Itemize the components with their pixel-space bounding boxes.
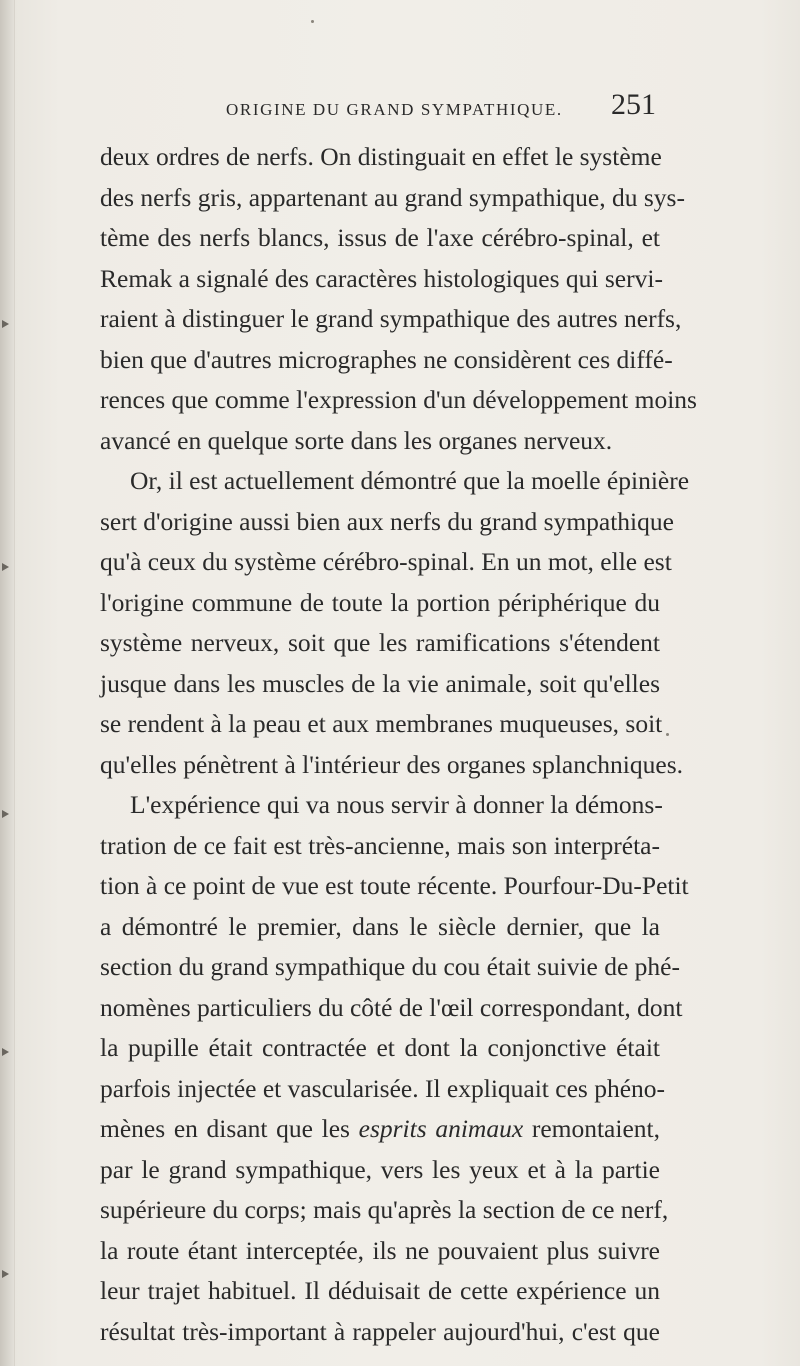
text-line: raient à distinguer le grand sympathique des autres nerfs, — [100, 304, 682, 333]
text-line: jusque dans les muscles de la vie animale, soit qu'elles — [100, 668, 660, 698]
text-line: avancé en quelque sorte dans les organes nerveux. — [100, 425, 613, 455]
text-line: résultat très-important à rappeler aujourd'hui, c'est que — [100, 1316, 660, 1346]
text-line: tème des nerfs blancs, issus de l'axe cérébro-spinal, et — [100, 223, 660, 252]
paragraph-first-line: Or, il est actuellement démontré que la moelle épinière — [130, 466, 690, 495]
paragraph-first-line: L'expérience qui va nous servir à donner la démons- — [130, 790, 663, 819]
text-line: qu'elles pénètrent à l'intérieur des organes splanchniques. — [100, 749, 683, 779]
text-fragment: mènes en disant que les — [100, 1114, 359, 1143]
text-line: qu'à ceux du système cérébro-spinal. En un mot, elle est — [100, 547, 672, 576]
margin-mark — [2, 1048, 9, 1056]
text-line: se rendent à la peau et aux membranes muqueuses, soit — [100, 709, 663, 738]
text-line: supérieure du corps; mais qu'après la section de ce nerf, — [100, 1195, 669, 1224]
running-title: ORIGINE DU GRAND SYMPATHIQUE. — [226, 100, 563, 119]
margin-mark — [2, 320, 9, 328]
text-line: tion à ce point de vue est toute récente. Pourfour-Du-Petit — [100, 871, 689, 900]
text-line: sert d'origine aussi bien aux nerfs du grand sympathique — [100, 506, 674, 536]
text-line: bien que d'autres micrographes ne considèrent ces diffé- — [100, 344, 673, 374]
margin-mark — [2, 810, 9, 818]
text-line: par le grand sympathique, vers les yeux et à la partie — [100, 1154, 660, 1184]
margin-mark — [2, 1270, 9, 1278]
text-line: l'origine commune de toute la portion périphérique du — [100, 587, 660, 617]
body-text — [100, 137, 697, 1352]
text-line: système nerveux, soit que les ramifications s'étendent — [100, 628, 660, 657]
running-head — [100, 86, 660, 126]
page-gutter-shadow — [0, 0, 15, 1366]
text-line: deux ordres de nerfs. On distinguait en effet le système — [100, 142, 662, 171]
text-line: leur trajet habituel. Il déduisait de cette expérience un — [100, 1276, 660, 1305]
text-line: des nerfs gris, appartenant au grand sympathique, du sys- — [100, 182, 685, 212]
text-line: section du grand sympathique du cou était suivie de phé- — [100, 952, 680, 981]
margin-mark — [2, 563, 9, 571]
text-line: a démontré le premier, dans le siècle dernier, que la — [100, 911, 660, 941]
paper-speck — [311, 20, 314, 23]
italic-phrase: esprits animaux — [358, 1114, 524, 1143]
text-line-with-italic — [100, 1109, 660, 1150]
text-line: parfois injectée et vascularisée. Il expliquait ces phéno- — [100, 1073, 666, 1103]
paper-speck — [666, 733, 669, 736]
text-line: Remak a signalé des caractères histologiques qui servi- — [100, 263, 663, 293]
page-number: 251 — [611, 88, 656, 121]
text-fragment: remontaient, — [523, 1114, 660, 1143]
text-line: la pupille était contractée et dont la conjonctive était — [100, 1033, 660, 1062]
text-line: tration de ce fait est très-ancienne, mais son interpréta- — [100, 830, 660, 860]
text-line: nomènes particuliers du côté de l'œil correspondant, dont — [100, 992, 683, 1022]
text-line: rences que comme l'expression d'un développement moins — [100, 385, 697, 414]
text-line: la route étant interceptée, ils ne pouvaient plus suivre — [100, 1235, 660, 1265]
